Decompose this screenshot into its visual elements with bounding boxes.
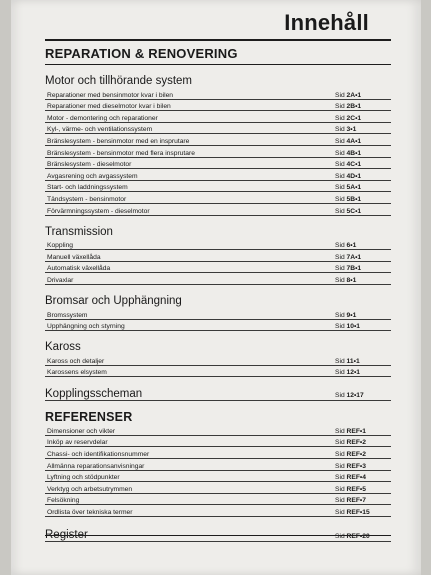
toc-page-ref bbox=[335, 138, 391, 145]
toc-row bbox=[45, 366, 391, 378]
toc-row bbox=[45, 436, 391, 448]
toc-page-number: 5C•1 bbox=[346, 207, 362, 215]
toc-entry-label: Chassi- och identifikationsnummer bbox=[47, 451, 150, 459]
toc-row bbox=[45, 123, 391, 135]
toc-entry-label: Kyl-, värme- och ventilationssystem bbox=[47, 126, 153, 134]
toc-row bbox=[45, 354, 391, 366]
toc-row bbox=[45, 447, 391, 459]
toc-page-number: 8•1 bbox=[346, 276, 357, 284]
toc-sid: Sid bbox=[335, 474, 345, 482]
section-title: Transmission bbox=[45, 225, 113, 238]
toc-entry-label: Verktyg och arbetsutrymmen bbox=[47, 485, 133, 493]
toc-sid: Sid bbox=[335, 533, 345, 541]
toc-sid: Sid bbox=[335, 161, 345, 169]
toc-page-ref bbox=[335, 323, 391, 330]
toc-sid: Sid bbox=[335, 509, 345, 517]
part-title-references: REFERENSER bbox=[45, 410, 133, 425]
toc-page-ref bbox=[335, 392, 391, 400]
toc-entry-label: Bränslesystem - dieselmotor bbox=[47, 161, 132, 169]
book-page bbox=[11, 0, 421, 575]
toc-page-number: REF•2 bbox=[346, 439, 366, 447]
toc-row bbox=[45, 239, 391, 251]
toc-entry-label: Motor - demontering och reparationer bbox=[47, 114, 158, 122]
toc-section bbox=[45, 226, 391, 285]
toc-page-number: 3•1 bbox=[346, 126, 357, 134]
toc-entry-label: Automatisk växellåda bbox=[47, 265, 111, 273]
toc-entry-label: Kopplingsscheman bbox=[45, 388, 143, 401]
page-title: Innehåll bbox=[284, 10, 369, 35]
toc-page-number: 5B•1 bbox=[346, 195, 362, 203]
toc-sid: Sid bbox=[335, 242, 345, 250]
toc-page-ref bbox=[335, 173, 391, 180]
toc-entry-label: Tändsystem - bensinmotor bbox=[47, 195, 127, 203]
toc-row bbox=[45, 181, 391, 193]
toc-entry-label: Reparationer med dieselmotor kvar i bilen bbox=[47, 103, 171, 111]
toc-page-ref bbox=[335, 486, 391, 493]
toc-page-ref bbox=[335, 474, 391, 481]
toc-page-ref bbox=[335, 184, 391, 191]
toc-row bbox=[45, 100, 391, 112]
toc-row bbox=[45, 146, 391, 158]
toc-page-number: 7B•1 bbox=[346, 265, 362, 273]
toc-sid: Sid bbox=[335, 323, 345, 331]
toc-entry-label: Felsökning bbox=[47, 497, 80, 505]
toc-page-ref bbox=[335, 242, 391, 249]
toc-row bbox=[45, 459, 391, 471]
toc-page-ref bbox=[335, 265, 391, 272]
toc-sid: Sid bbox=[335, 497, 345, 505]
toc-entry-label: Förvärmningssystem - dieselmotor bbox=[47, 207, 150, 215]
toc-page-number: REF•7 bbox=[346, 497, 366, 505]
toc-page-ref bbox=[335, 115, 391, 122]
toc-row bbox=[45, 494, 391, 506]
toc-entry-label: Start- och laddningssystem bbox=[47, 184, 128, 192]
toc-entry-label: Karossens elsystem bbox=[47, 369, 107, 377]
toc-page-number: 2B•1 bbox=[346, 103, 362, 111]
toc-sid: Sid bbox=[335, 439, 345, 447]
toc-page-number: REF•5 bbox=[346, 485, 366, 493]
toc-row-wiring bbox=[45, 384, 391, 401]
toc-entry-label: Upphängning och styrning bbox=[47, 323, 125, 331]
toc-page-number: 4A•1 bbox=[346, 137, 362, 145]
toc-sid: Sid bbox=[335, 462, 345, 470]
toc-row bbox=[45, 204, 391, 216]
toc-page-number: REF•4 bbox=[346, 474, 366, 482]
toc-sid: Sid bbox=[335, 172, 345, 180]
toc-entry-label: Reparationer med bensinmotor kvar i bilen bbox=[47, 91, 174, 99]
toc-sid: Sid bbox=[335, 91, 345, 99]
toc-row bbox=[45, 424, 391, 436]
toc-row bbox=[45, 88, 391, 100]
toc-row bbox=[45, 192, 391, 204]
toc-sid: Sid bbox=[335, 184, 345, 192]
toc-page-number: 7A•1 bbox=[346, 253, 362, 261]
toc-sid: Sid bbox=[335, 207, 345, 215]
part-references-rows bbox=[45, 424, 391, 517]
toc-sid: Sid bbox=[335, 357, 345, 365]
toc-page-number: 9•1 bbox=[346, 311, 357, 319]
part-repair bbox=[45, 46, 391, 401]
toc-page-number: 6•1 bbox=[346, 242, 357, 250]
toc-page-number: 4D•1 bbox=[346, 172, 362, 180]
toc-page-number: 2C•1 bbox=[346, 114, 362, 122]
top-rule bbox=[45, 39, 391, 41]
toc-row bbox=[45, 308, 391, 320]
toc-page-ref bbox=[335, 150, 391, 157]
bottom-rule bbox=[45, 535, 391, 536]
toc-sid: Sid bbox=[335, 369, 345, 377]
toc-page-number: 10•1 bbox=[346, 323, 361, 331]
toc-page-number: 11•1 bbox=[346, 357, 360, 365]
toc-row bbox=[45, 262, 391, 274]
toc-entry-label: Bränslesystem - bensinmotor med flera insprutare bbox=[47, 149, 195, 157]
toc-sid: Sid bbox=[335, 149, 345, 157]
toc-content bbox=[45, 46, 391, 542]
toc-page-ref bbox=[335, 126, 391, 133]
toc-entry-label: Bränslesystem - bensinmotor med en insprutare bbox=[47, 137, 190, 145]
toc-sid: Sid bbox=[335, 485, 345, 493]
section-title: Bromsar och Upphängning bbox=[45, 294, 182, 307]
toc-page-ref bbox=[335, 161, 391, 168]
toc-page-ref bbox=[335, 451, 391, 458]
toc-sid: Sid bbox=[335, 311, 345, 319]
toc-page-ref bbox=[335, 312, 391, 319]
toc-section bbox=[45, 75, 391, 216]
toc-entry-label: Koppling bbox=[47, 242, 74, 250]
toc-row bbox=[45, 482, 391, 494]
toc-sid: Sid bbox=[335, 392, 345, 400]
toc-sid: Sid bbox=[335, 103, 345, 111]
toc-page-number: REF•2 bbox=[346, 451, 366, 459]
toc-page-number: REF•3 bbox=[346, 462, 366, 470]
toc-page-ref bbox=[335, 208, 391, 215]
toc-sid: Sid bbox=[335, 195, 345, 203]
toc-page-number: 2A•1 bbox=[346, 91, 362, 99]
toc-entry-label: Kaross och detaljer bbox=[47, 357, 105, 365]
toc-page-ref bbox=[335, 92, 391, 99]
toc-sid: Sid bbox=[335, 276, 345, 284]
toc-page-number: 5A•1 bbox=[346, 184, 362, 192]
toc-page-number: REF•15 bbox=[346, 509, 370, 517]
toc-page-number: REF•20 bbox=[346, 533, 370, 541]
toc-page-number: REF•1 bbox=[346, 427, 366, 435]
part-references bbox=[45, 410, 391, 542]
toc-row bbox=[45, 320, 391, 332]
toc-entry-label: Ordlista över tekniska termer bbox=[47, 509, 133, 517]
part-repair-sections bbox=[45, 75, 391, 377]
toc-sid: Sid bbox=[335, 265, 345, 273]
toc-row bbox=[45, 273, 391, 285]
toc-page-ref bbox=[335, 196, 391, 203]
toc-row bbox=[45, 111, 391, 123]
toc-entry-label: Bromssystem bbox=[47, 311, 88, 319]
toc-row bbox=[45, 158, 391, 170]
toc-sid: Sid bbox=[335, 253, 345, 261]
toc-sid: Sid bbox=[335, 137, 345, 145]
toc-page-number: 4C•1 bbox=[346, 161, 362, 169]
toc-sid: Sid bbox=[335, 451, 345, 459]
toc-page-ref bbox=[335, 254, 391, 261]
toc-page-number: 12•1 bbox=[346, 369, 361, 377]
toc-row bbox=[45, 505, 391, 517]
toc-row bbox=[45, 169, 391, 181]
toc-entry-label: Allmänna reparationsanvisningar bbox=[47, 462, 145, 470]
toc-section bbox=[45, 341, 391, 377]
toc-row bbox=[45, 250, 391, 262]
toc-page-ref bbox=[335, 358, 391, 365]
toc-page-ref bbox=[335, 439, 391, 446]
toc-page-ref bbox=[335, 497, 391, 504]
toc-entry-label: Register bbox=[45, 529, 88, 542]
toc-page-number: 12•17 bbox=[346, 392, 364, 400]
part-title-repair: REPARATION & RENOVERING bbox=[45, 46, 391, 65]
toc-entry-label: Lyftning och stödpunkter bbox=[47, 474, 120, 482]
toc-entry-label: Inköp av reservdelar bbox=[47, 439, 108, 447]
toc-section bbox=[45, 295, 391, 331]
toc-sid: Sid bbox=[335, 427, 345, 435]
toc-page-ref bbox=[335, 369, 391, 376]
toc-page-ref bbox=[335, 463, 391, 470]
section-title: Motor och tillhörande system bbox=[45, 75, 193, 87]
toc-page-ref bbox=[335, 103, 391, 110]
toc-page-ref bbox=[335, 277, 391, 284]
toc-entry-label: Dimensioner och vikter bbox=[47, 427, 116, 435]
toc-row-register bbox=[45, 525, 391, 542]
toc-entry-label: Manuell växellåda bbox=[47, 253, 101, 261]
toc-sid: Sid bbox=[335, 126, 345, 134]
toc-entry-label: Avgasrening och avgassystem bbox=[47, 172, 138, 180]
toc-row bbox=[45, 471, 391, 483]
toc-entry-label: Drivaxlar bbox=[47, 276, 74, 284]
toc-sid: Sid bbox=[335, 114, 345, 122]
toc-page-ref bbox=[335, 428, 391, 435]
toc-row bbox=[45, 134, 391, 146]
toc-page-ref bbox=[335, 509, 391, 516]
toc-page-number: 4B•1 bbox=[346, 149, 362, 157]
section-title: Kaross bbox=[45, 341, 81, 354]
